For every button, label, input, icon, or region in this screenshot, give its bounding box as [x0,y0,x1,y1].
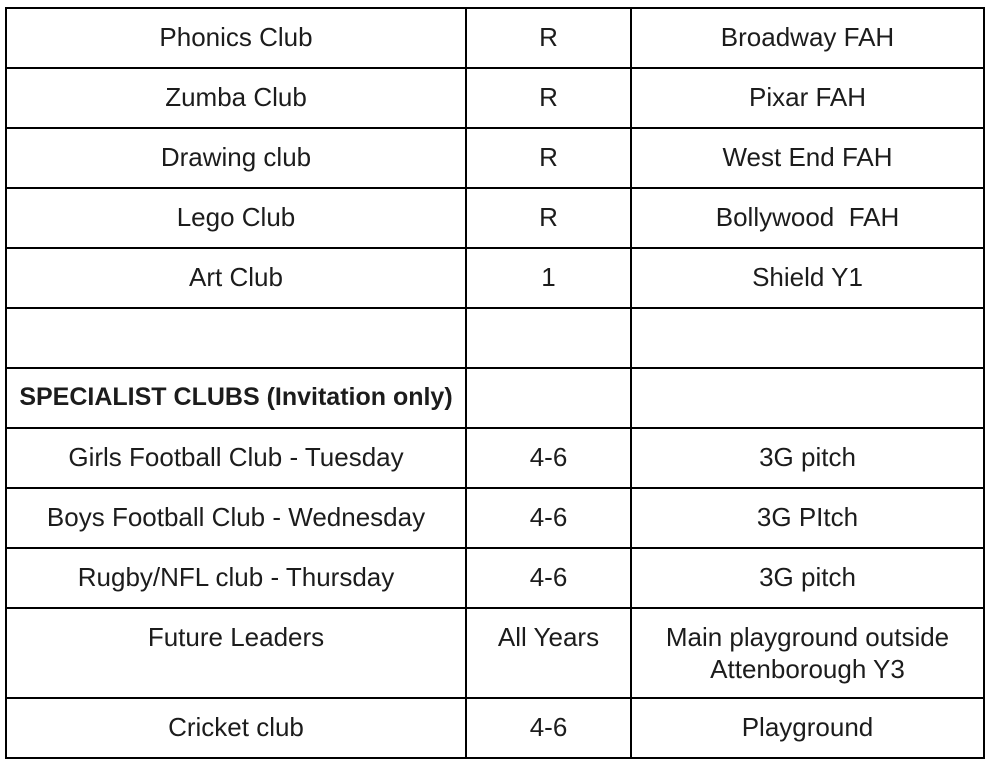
cell-club-name: Future Leaders [6,608,466,698]
cell-year-group: 1 [466,248,631,308]
cell-club-name: Lego Club [6,188,466,248]
table-row-empty [6,308,984,368]
cell-location: 3G pitch [631,428,984,488]
table-row [6,608,984,698]
cell-location: 3G PItch [631,488,984,548]
table-row [6,8,984,68]
table-row [6,188,984,248]
cell-location: Main playground outside Attenborough Y3 [631,608,984,698]
cell-year-group [466,368,631,428]
cell-club-name: Girls Football Club - Tuesday [6,428,466,488]
cell-location: Shield Y1 [631,248,984,308]
cell-year-group: 4-6 [466,548,631,608]
cell-location: Pixar FAH [631,68,984,128]
table-row [6,548,984,608]
table-row [6,428,984,488]
cell-location: Playground [631,698,984,758]
table-row [6,128,984,188]
cell-club-name: Boys Football Club - Wednesday [6,488,466,548]
cell-year-group [466,308,631,368]
cell-section-title: SPECIALIST CLUBS (Invitation only) [6,368,466,428]
cell-club-name: Rugby/NFL club - Thursday [6,548,466,608]
cell-year-group: R [466,8,631,68]
cell-year-group: 4-6 [466,428,631,488]
cell-club-name: Drawing club [6,128,466,188]
cell-year-group: R [466,188,631,248]
cell-year-group: 4-6 [466,698,631,758]
cell-location: 3G pitch [631,548,984,608]
cell-club-name: Phonics Club [6,8,466,68]
table-row [6,248,984,308]
cell-location [631,308,984,368]
table-row [6,698,984,758]
cell-location: Broadway FAH [631,8,984,68]
table-row-section-header [6,368,984,428]
cell-location: West End FAH [631,128,984,188]
cell-location: Bollywood FAH [631,188,984,248]
cell-club-name: Cricket club [6,698,466,758]
table-row [6,68,984,128]
cell-location [631,368,984,428]
cell-club-name: Zumba Club [6,68,466,128]
cell-club-name [6,308,466,368]
cell-year-group: R [466,68,631,128]
cell-club-name: Art Club [6,248,466,308]
cell-year-group: 4-6 [466,488,631,548]
cell-year-group: R [466,128,631,188]
cell-year-group: All Years [466,608,631,698]
table-row [6,488,984,548]
clubs-table [5,7,985,759]
